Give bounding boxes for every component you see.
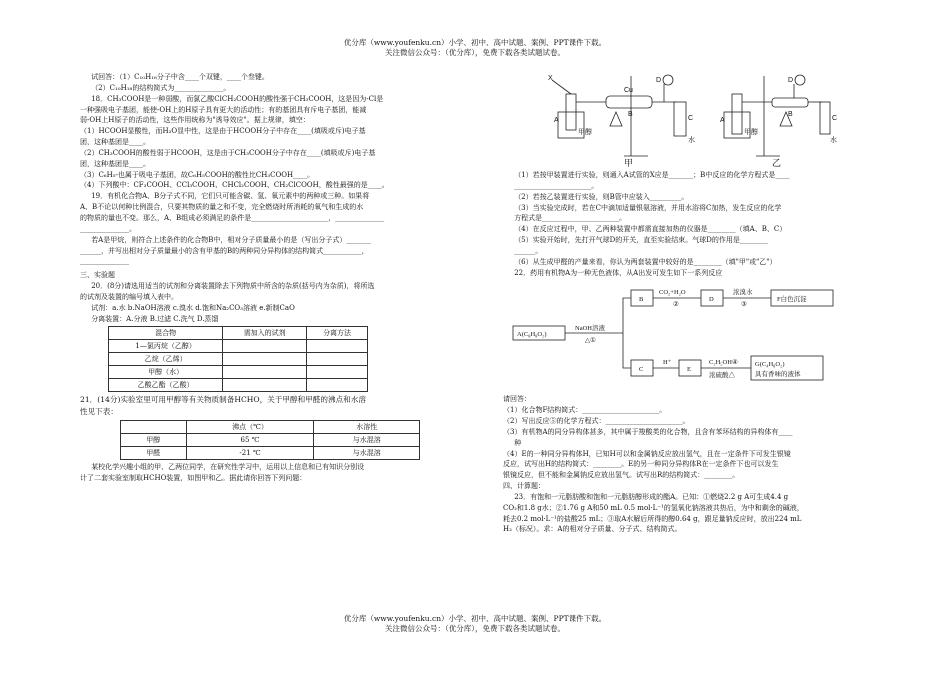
q21-part-5b: ______。	[514, 246, 543, 255]
q23-body: 23．有饱和一元脂肪酸和饱和一元脂肪醇形成的酯A。已知：①燃烧2.2 g A可生成4.4 g	[514, 492, 789, 501]
q19-part-2b: ______，并写出相对分子质量最小的含有甲基的B的两种同分异构体的结构简式___________，	[80, 246, 369, 255]
header-line-2: 关注微信公众号：（优分库），免费下载各类试题试卷。	[385, 48, 565, 58]
reagent-hplus: H⁺	[663, 359, 672, 367]
q22-part-3: （3）有机物A的同分异构体甚多，其中属于羧酸类的化合物，且含有苯环结构的异构体有____	[503, 427, 793, 436]
tube-b-yi	[772, 98, 808, 107]
reagent-naoh: NaOH溶液	[575, 325, 605, 333]
q22-part-3b: 种	[514, 438, 522, 447]
table-header-row	[121, 420, 420, 433]
q21-part-4: （4）在反应过程中，甲、乙两种装置中都需直接加热的仪器是________（填A、B、C）	[514, 225, 787, 234]
page-header	[0, 38, 950, 58]
table-cell	[307, 366, 368, 379]
label-jia: 甲	[624, 158, 634, 168]
table-header: 需加入的试剂	[223, 327, 307, 340]
q23-body-2: CO₂和1.8 g水；②1.76 g A和50 mL 0.5 mol·L⁻¹的氢氧化钠溶液共热后，为中和剩余的碱液，	[503, 503, 804, 512]
table-header: 分离方法	[307, 327, 368, 340]
label-c-yi: C	[832, 115, 838, 122]
q18-part-3: （3）C₆H₅-也属于吸电子基团，故C₆H₅COOH的酸性比CH₃COOH____。	[80, 170, 315, 179]
q21-part-2: （2）若按乙装置进行实验，则B管中应装入_________。	[514, 192, 689, 201]
reaction-flow-diagram	[503, 280, 875, 388]
q17-answer-1: 试回答：（1）C₁₀H₁₈分子中含____个双键，____个叁键。	[91, 73, 269, 81]
step-2: ②	[673, 301, 679, 309]
section-4-title: 四、计算题：	[503, 482, 545, 491]
q19-intro: 19．有机化合物A、B分子式不同，它们只可能含碳、氢、氧元素中的两种或三种。如果将	[91, 192, 370, 201]
label-water-jia: 水	[688, 137, 695, 144]
node-g: G(C₄H₈O₂)	[755, 361, 785, 369]
step-1: △①	[585, 337, 596, 345]
table-cell: 与水混溶	[314, 433, 420, 446]
q21-body: 某校化学兴趣小组的甲、乙两位同学，在研究性学习中，运用以上信息和已有知识分别设	[91, 462, 365, 471]
label-cu: Cu	[624, 87, 633, 94]
table-cell: 65 ℃	[186, 433, 314, 446]
table-cell: 与水混溶	[314, 446, 420, 459]
label-b-yi: B	[788, 111, 793, 118]
test-tube-a-yi	[732, 94, 742, 134]
q19-intro-4: ______________。	[80, 224, 136, 233]
table-row	[109, 366, 368, 379]
table-row	[109, 379, 368, 392]
node-g-desc: 具有香味的液体	[755, 371, 801, 379]
q23-body-4: H₂（标况）。求：A的相对分子质量、分子式、结构简式。	[503, 525, 682, 534]
table-row	[121, 433, 420, 446]
q18-part-4: （4）下列酸中：CF₃COOH、CCl₃COOH、CHCl₂COOH、CH₂ClCOOH，酸性最强的是____。	[80, 181, 389, 190]
q20-table	[108, 326, 368, 392]
table-cell	[223, 353, 307, 366]
reagent-bromine: 浓溴水	[733, 289, 753, 297]
node-b: B	[639, 296, 644, 304]
table-row	[109, 340, 368, 353]
q20-devices: 分离装置：A.分液 B.过滤 C.洗气 D.蒸馏	[91, 314, 219, 323]
q18-part-1: （1）HCOOH显酸性，而H₂O显中性，这是由于HCOOH分子中存在____(填吸或斥)电子基	[80, 127, 366, 136]
left-column	[80, 72, 473, 484]
reagent-ethanol: C₂H₅OH④	[709, 359, 738, 367]
q17-answer-2: （2）C₁₀H₁₈的结构简式为______________。	[91, 83, 231, 92]
gas-inlet-tube	[552, 80, 571, 94]
q21-part-1: （1）若按甲装置进行实验，则通入A试管的X应是_______；B中反应的化学方程式是____	[514, 171, 790, 179]
q21-intro: 21．(14分)实验室里可用甲醇等有关物质制备HCHO，关于甲醇和甲醛的沸点和水溶	[80, 395, 366, 405]
q21-part-3b: 方程式是______________________。	[514, 214, 627, 223]
step-3: ③	[741, 301, 747, 309]
balloon-d-jia	[663, 75, 673, 85]
test-tube-c-yi	[820, 102, 830, 134]
q22-answer-prompt: 请回答：	[503, 395, 531, 404]
table-cell: 甲醇	[121, 433, 187, 446]
table-cell: 1—氯丙烷（乙醇）	[109, 340, 223, 353]
q18-part-2: （2）CH₃COOH的酸性弱于HCOOH，这是由于CH₃COOH分子中存在____(填吸或斥)电子基	[80, 148, 376, 157]
node-f: F白色沉淀	[777, 296, 807, 304]
label-water-yi: 水	[830, 137, 837, 144]
header-line-1: 优分库（www.youfenku.cn）小学、初中、高中试题、案例、PPT课件下载。	[343, 38, 607, 47]
node-e: E	[687, 366, 691, 374]
test-tube-c-jia	[674, 102, 686, 136]
table-cell	[307, 353, 368, 366]
table-cell: 乙酸乙酯（乙酸）	[109, 379, 223, 392]
q19-intro-2: A、B不论以何种比例混合，只要其物质的量之和不变，完全燃烧时所消耗的氧气和生成的水	[80, 203, 364, 212]
reagent-sulfuric: 浓硫酸△	[709, 372, 735, 380]
label-d-yi: D	[788, 77, 794, 84]
label-methanol-yi: 甲醇	[744, 129, 758, 136]
q20-intro-2: 的试剂及装置的编号填入表中。	[80, 292, 178, 301]
stand-yi	[756, 76, 780, 156]
q19-part-2c: ______________	[80, 257, 129, 266]
table-cell: 甲醛	[121, 446, 187, 459]
table-header-row	[109, 327, 368, 340]
section-3-title: 三、实验题	[80, 271, 115, 280]
q21-part-6: （6）从生成甲醛的产量来看，你认为两套装置中较好的是________（填"甲"或"乙"）	[514, 257, 777, 266]
q18-intro-2: 一种强吸电子基团，能使-OH上的H原子具有更大的活动性；有的基团具有斥电子基团，能减	[80, 105, 367, 114]
node-a: A(C₈H₈O₂)	[517, 331, 547, 339]
label-yi: 乙	[772, 158, 782, 168]
table-header: 沸点（℃）	[186, 420, 314, 433]
q21-part-3: （3）当实验完成时，若在C中滴加适量银氨溶液，并用水浴将C加热，发生反应的化学	[514, 203, 782, 212]
q21-part-5: （5）实验开始时，先打开气球D的开关，直至实验结束。气球D的作用是________	[514, 236, 768, 245]
table-row	[121, 446, 420, 459]
table-cell: 甲醇（水）	[109, 366, 223, 379]
table-cell	[307, 379, 368, 392]
label-x: X	[548, 75, 553, 82]
tube-b-jia	[606, 96, 652, 108]
label-c-jia: C	[688, 115, 694, 122]
table-header	[121, 420, 187, 433]
apparatus-figure	[536, 72, 846, 168]
q18-part-2b: 团，这种基团是____。	[80, 159, 150, 168]
q19-part-2: 若A是甲烷，则符合上述条件的化合物B中，相对分子质量最小的是（写出分子式）_______	[91, 235, 371, 244]
q23-body-3: 耗去0.2 mol·L⁻¹的盐酸25 mL；③取A水解后所得的醇0.64 g，跟足量钠反应时，放出224 mL	[503, 514, 802, 523]
table-header: 水溶性	[314, 420, 420, 433]
q21-part-1b: ______________________。	[514, 181, 599, 190]
reagent-co2: CO₂+H₂O	[659, 289, 686, 297]
table-cell	[223, 340, 307, 353]
table-cell	[307, 340, 368, 353]
table-cell	[223, 366, 307, 379]
label-b-jia: B	[628, 111, 633, 118]
q21-body-2: 计了二套实验室制取HCHO装置，如图甲和乙。据此请你回答下列问题：	[80, 473, 307, 482]
q18-intro: 18．CH₃COOH是一种弱酸，而氯乙酸ClCH₂COOH的酸性强于CH₃COOH，这是因为-Cl是	[91, 94, 384, 103]
q22-part-4b: 反应，试写出H的结构简式：________。E的另一种同分异构体R在一定条件下也可以发生	[503, 460, 779, 469]
table-cell: 乙烷（乙烯）	[109, 353, 223, 366]
label-a-jia: A	[554, 117, 559, 124]
q22-part-1: （1）化合物F结构简式：______________________。	[503, 406, 667, 415]
q21-intro-2: 性见下表：	[80, 407, 118, 417]
label-methanol-jia: 甲醇	[578, 129, 592, 136]
burner-jia	[610, 112, 622, 126]
label-a-yi: A	[720, 117, 725, 124]
node-c: C	[639, 366, 644, 374]
q22-part-2: （2）写出反应⑤的化学方程式：______________________。	[503, 416, 690, 425]
q18-intro-3: 弱-OH上H原子的活动性，这些作用统称为"诱导效应"。据上规律，填空：	[80, 116, 310, 125]
q19-intro-3: 的物质的量也不变。那么，A、B组成必须满足的条件是______________________，______________	[80, 213, 385, 222]
table-header: 混合物	[109, 327, 223, 340]
balloon-d-yi	[795, 75, 805, 85]
label-d-jia: D	[656, 77, 662, 84]
table-row	[109, 353, 368, 366]
q22-part-4: （4）E的一种同分异构体H，已知H可以和金属钠反应放出氢气，且在一定条件下可发生银镜	[503, 449, 791, 458]
page-footer	[0, 614, 950, 634]
right-column	[503, 170, 875, 535]
q20-reagents: 试剂：a.水 b.NaOH溶液 c.溴水 d.饱和Na₂CO₃溶液 e.新制CaO	[91, 303, 295, 312]
table-cell	[223, 379, 307, 392]
q18-part-1b: 团，这种基团是____。	[80, 138, 150, 147]
footer-line-2: 关注微信公众号：（优分库），免费下载各类试题试卷。	[385, 624, 565, 634]
node-d: D	[709, 296, 714, 304]
q20-intro: 20．(8分)请选用适当的试剂和分离装置除去下列物质中所含的杂质(括号内为杂质)，将所选	[91, 282, 375, 291]
table-cell: -21 ℃	[186, 446, 314, 459]
q21-table	[120, 420, 420, 460]
q22-intro: 22．药用有机物A为一种无色液体，从A出发可发生如下一系列反应	[514, 268, 723, 277]
footer-line-1: 优分库（www.youfenku.cn）小学、初中、高中试题、案例、PPT课件下载。	[343, 614, 607, 623]
q22-part-4c: 银镜反应，但不能和金属钠反应放出氢气。试写出R的结构简式：________。	[503, 471, 740, 480]
